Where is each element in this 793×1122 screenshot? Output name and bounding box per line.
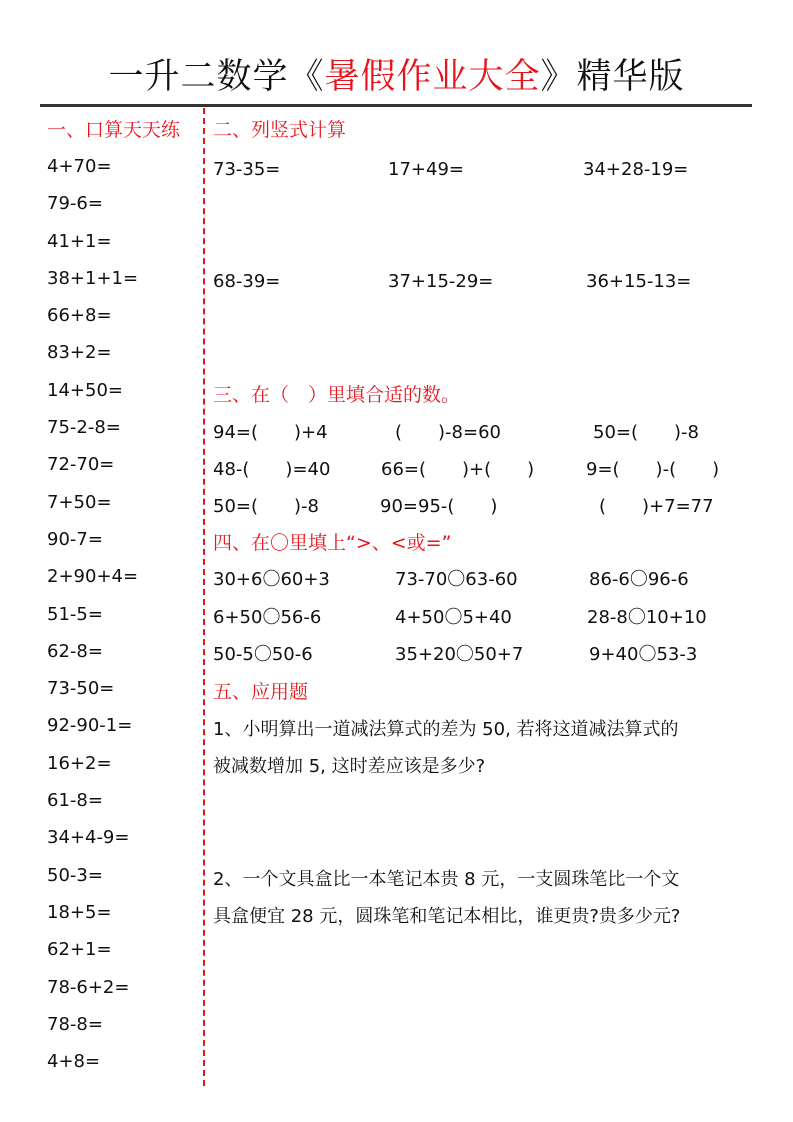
section-1-header: 一、口算天天练 (47, 119, 181, 141)
s3-problem: 50=( )-8 (593, 422, 699, 443)
s4-problem: 86-6〇96-6 (589, 569, 689, 590)
oral-calc-item: 51-5= (47, 603, 103, 625)
s3-problem: 9=( )-( ) (586, 459, 720, 480)
s3-problem: 94=( )+4 (213, 422, 328, 443)
question-2-line-1: 2、一个文具盒比一本笔记本贵 8 元，一支圆珠笔比一个文 (213, 869, 680, 890)
oral-calc-item: 62+1= (47, 939, 112, 961)
oral-calc-item: 78-8= (47, 1013, 103, 1035)
oral-calc-item: 16+2= (47, 752, 112, 774)
s4-problem: 6+50〇56-6 (213, 607, 322, 628)
title-prefix: 一升二数学《 (108, 57, 325, 97)
oral-calc-item: 34+4-9= (47, 827, 130, 849)
s3-problem: 50=( )-8 (213, 496, 319, 517)
question-2-line-2: 具盒便宜 28 元，圆珠笔和笔记本相比，谁更贵?贵多少元? (213, 906, 681, 927)
oral-calc-item: 4+70= (47, 156, 112, 177)
title-highlight: 暑假作业大全 (324, 57, 541, 97)
oral-calc-item: 50-3= (47, 864, 103, 886)
s2-problem: 68-39= (213, 271, 281, 292)
s4-problem: 9+40〇53-3 (589, 644, 698, 665)
oral-calc-item: 7+50= (47, 491, 112, 513)
section-4-header: 四、在〇里填上“>、<或=” (213, 532, 452, 554)
oral-calc-item: 18+5= (47, 901, 112, 923)
s2-problem: 34+28-19= (583, 159, 689, 180)
oral-calc-item: 66+8= (47, 305, 112, 327)
oral-calc-item: 4+8= (47, 1051, 101, 1073)
section-3-header: 三、在（ ）里填合适的数。 (213, 384, 461, 406)
s3-problem: 66=( )+( ) (381, 459, 535, 480)
oral-calc-item: 61-8= (47, 790, 103, 812)
s2-problem: 17+49= (388, 159, 464, 180)
s3-problem: 48-( )=40 (213, 459, 331, 480)
s4-problem: 73-70〇63-60 (395, 569, 518, 590)
s2-problem: 37+15-29= (388, 271, 494, 292)
oral-calc-item: 2+90+4= (47, 566, 139, 588)
s4-problem: 50-5〇50-6 (213, 644, 313, 665)
s3-problem: ( )-8=60 (395, 422, 501, 443)
section-5-header: 五、应用题 (213, 681, 309, 703)
s2-problem: 36+15-13= (586, 271, 692, 292)
question-1-line-1: 1、小明算出一道减法算式的差为 50, 若将这道减法算式的 (213, 719, 679, 740)
section-2-header: 二、列竖式计算 (213, 119, 347, 141)
oral-calc-item: 92-90-1= (47, 715, 133, 737)
oral-calc-item: 72-70= (47, 454, 115, 476)
oral-calc-item: 14+50= (47, 379, 123, 401)
s4-problem: 30+6〇60+3 (213, 569, 330, 590)
oral-calc-item: 75-2-8= (47, 417, 121, 439)
oral-calc-item: 73-50= (47, 678, 115, 700)
s3-problem: 90=95-( ) (380, 496, 498, 517)
title-suffix: 》精华版 (540, 57, 685, 97)
s4-problem: 4+50〇5+40 (395, 607, 512, 628)
oral-calc-item: 79-6= (47, 193, 103, 215)
title-rule (40, 104, 752, 107)
s4-problem: 35+20〇50+7 (395, 644, 524, 665)
oral-calc-item: 83+2= (47, 342, 112, 364)
oral-calc-item: 62-8= (47, 640, 103, 662)
oral-calc-item: 78-6+2= (47, 976, 130, 998)
oral-calc-item: 90-7= (47, 528, 103, 550)
s3-problem: ( )+7=77 (599, 496, 714, 517)
oral-calc-item: 38+1+1= (47, 267, 139, 289)
oral-calc-list (47, 158, 138, 1090)
question-1-line-2: 被减数增加 5, 这时差应该是多少? (213, 756, 486, 777)
page-title (0, 57, 793, 97)
s2-problem: 73-35= (213, 159, 281, 180)
oral-calc-item: 41+1= (47, 230, 112, 252)
s4-problem: 28-8〇10+10 (587, 607, 707, 628)
column-divider (203, 108, 205, 1086)
